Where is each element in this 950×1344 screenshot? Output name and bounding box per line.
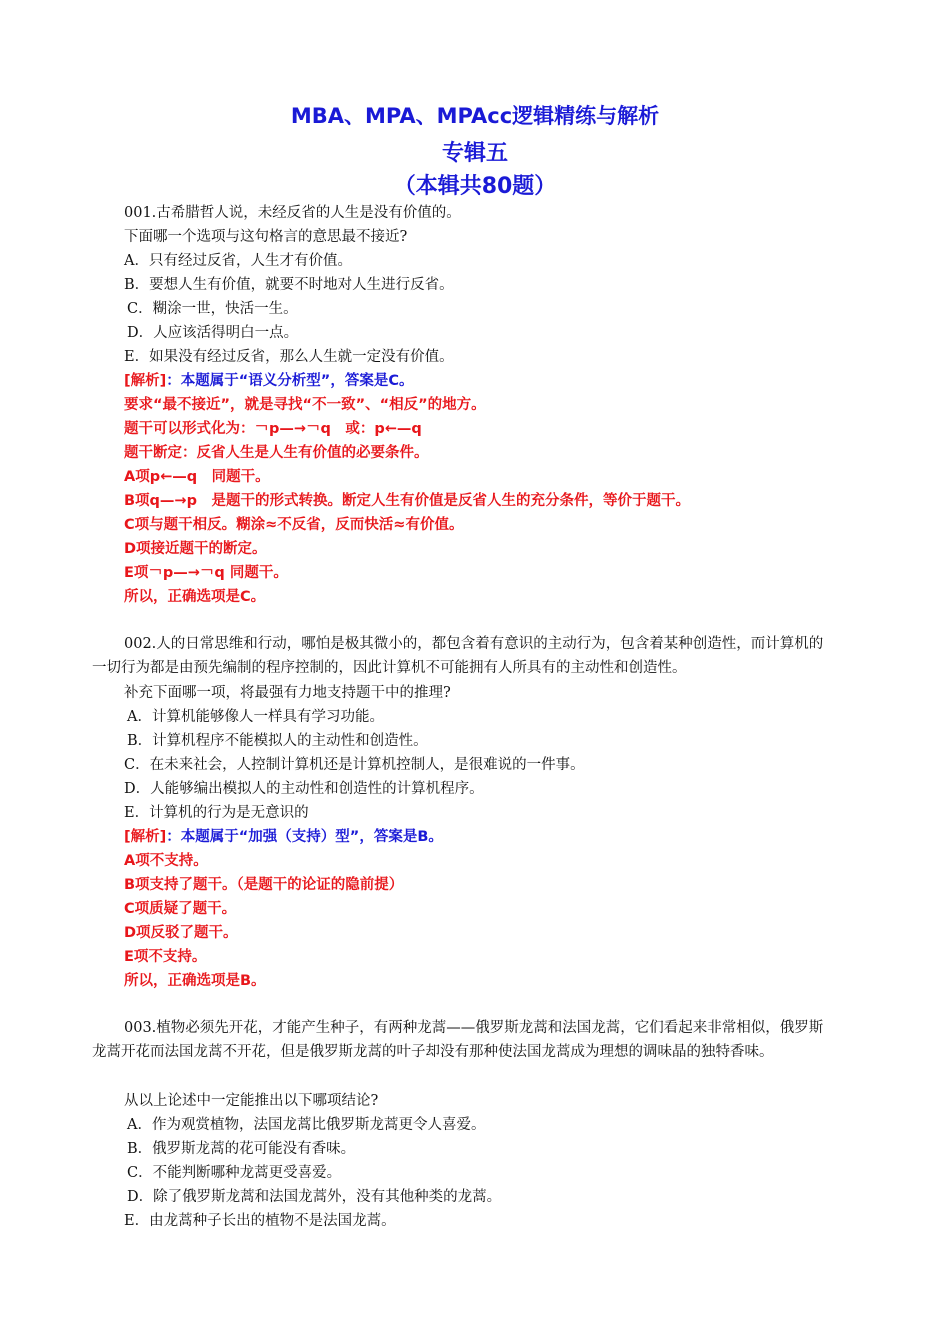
q1-option-c: C．糊涂一世，快活一生。 bbox=[127, 301, 298, 317]
analysis-summary: ：本题属于“加强（支持）型”，答案是B。 bbox=[166, 829, 443, 845]
q1-analysis-line: 题干可以形式化为：￢p—→￢q 或：p←—q bbox=[124, 421, 422, 437]
analysis-label: [解析] bbox=[124, 373, 167, 389]
q1-analysis-conclusion: 所以，正确选项是C。 bbox=[124, 589, 266, 605]
q3-option-a: A．作为观赏植物，法国龙蒿比俄罗斯龙蒿更令人喜爱。 bbox=[127, 1117, 486, 1133]
q2-analysis-heading bbox=[124, 827, 443, 847]
q2-analysis-line: A项不支持。 bbox=[124, 853, 208, 869]
q2-analysis-line: D项反驳了题干。 bbox=[124, 925, 238, 941]
q2-analysis-conclusion: 所以，正确选项是B。 bbox=[124, 973, 266, 989]
q1-question: 下面哪一个选项与这句格言的意思最不接近? bbox=[124, 229, 408, 245]
q3-option-d: D．除了俄罗斯龙蒿和法国龙蒿外，没有其他种类的龙蒿。 bbox=[127, 1189, 502, 1205]
q1-option-d: D．人应该活得明白一点。 bbox=[127, 325, 299, 341]
q1-analysis-line: 题干断定：反省人生是人生有价值的必要条件。 bbox=[124, 445, 429, 461]
q2-option-d: D．人能够编出模拟人的主动性和创造性的计算机程序。 bbox=[124, 781, 484, 797]
q1-analysis-line: 要求“最不接近”，就是寻找“不一致”、“相反”的地方。 bbox=[124, 397, 486, 413]
q2-option-e: E．计算机的行为是无意识的 bbox=[124, 805, 309, 821]
q2-option-a: A．计算机能够像人一样具有学习功能。 bbox=[127, 709, 384, 725]
q3-question: 从以上论述中一定能推出以下哪项结论? bbox=[124, 1093, 379, 1109]
q1-stem: 001.古希腊哲人说，未经反省的人生是没有价值的。 bbox=[124, 205, 461, 221]
document-title: MBA、MPA、MPAcc逻辑精练与解析 bbox=[290, 104, 660, 128]
q1-analysis-line: D项接近题干的断定。 bbox=[124, 541, 267, 557]
q2-option-b: B．计算机程序不能模拟人的主动性和创造性。 bbox=[127, 733, 428, 749]
q2-question: 补充下面哪一项，将最强有力地支持题干中的推理? bbox=[124, 685, 451, 701]
q1-analysis-line: B项q—→p 是题干的形式转换。断定人生有价值是反省人生的充分条件，等价于题干。 bbox=[124, 493, 690, 509]
q3-stem: 003.植物必须先开花，才能产生种子，有两种龙蒿——俄罗斯龙蒿和法国龙蒿，它们看起来非常相似，俄罗斯龙蒿开花而法国龙蒿不开花，但是俄罗斯龙蒿的叶子却没有那种使法国龙蒿成为理想的调味晶的独特香味。 bbox=[92, 1020, 824, 1060]
q3-option-c: C．不能判断哪种龙蒿更受喜爱。 bbox=[127, 1165, 342, 1181]
q1-analysis-line: E项￢p—→￢q 同题干。 bbox=[124, 565, 288, 581]
q3-option-b: B．俄罗斯龙蒿的花可能没有香味。 bbox=[127, 1141, 356, 1157]
q3-option-e: E．由龙蒿种子长出的植物不是法国龙蒿。 bbox=[124, 1213, 396, 1229]
q2-analysis-line: B项支持了题干。（是题干的论证的隐前提） bbox=[124, 877, 404, 893]
q2-analysis-line: E项不支持。 bbox=[124, 949, 207, 965]
q2-analysis-line: C项质疑了题干。 bbox=[124, 901, 237, 917]
q1-option-b: B．要想人生有价值，就要不时地对人生进行反省。 bbox=[124, 277, 454, 293]
q1-option-e: E．如果没有经过反省，那么人生就一定没有价值。 bbox=[124, 349, 454, 365]
analysis-label: [解析] bbox=[124, 829, 167, 845]
q2-stem: 002.人的日常思维和行动，哪怕是极其微小的，都包含着有意识的主动行为，包含着某种创造性，而计算机的一切行为都是由预先编制的程序控制的，因此计算机不可能拥有人所具有的主动性和创造性。 bbox=[92, 636, 824, 676]
q1-analysis-line: C项与题干相反。糊涂≈不反省，反而快活≈有价值。 bbox=[124, 517, 464, 533]
q1-analysis-heading bbox=[124, 371, 413, 391]
analysis-summary: ：本题属于“语义分析型”，答案是C。 bbox=[166, 373, 414, 389]
q1-analysis-line: A项p←—q 同题干。 bbox=[124, 469, 270, 485]
q1-option-a: A．只有经过反省，人生才有价值。 bbox=[124, 253, 352, 269]
q2-option-c: C．在未来社会，人控制计算机还是计算机控制人，是很难说的一件事。 bbox=[124, 757, 585, 773]
document-subtitle: 专辑五 bbox=[441, 141, 508, 166]
question-count: （本辑共80题） bbox=[393, 174, 557, 199]
